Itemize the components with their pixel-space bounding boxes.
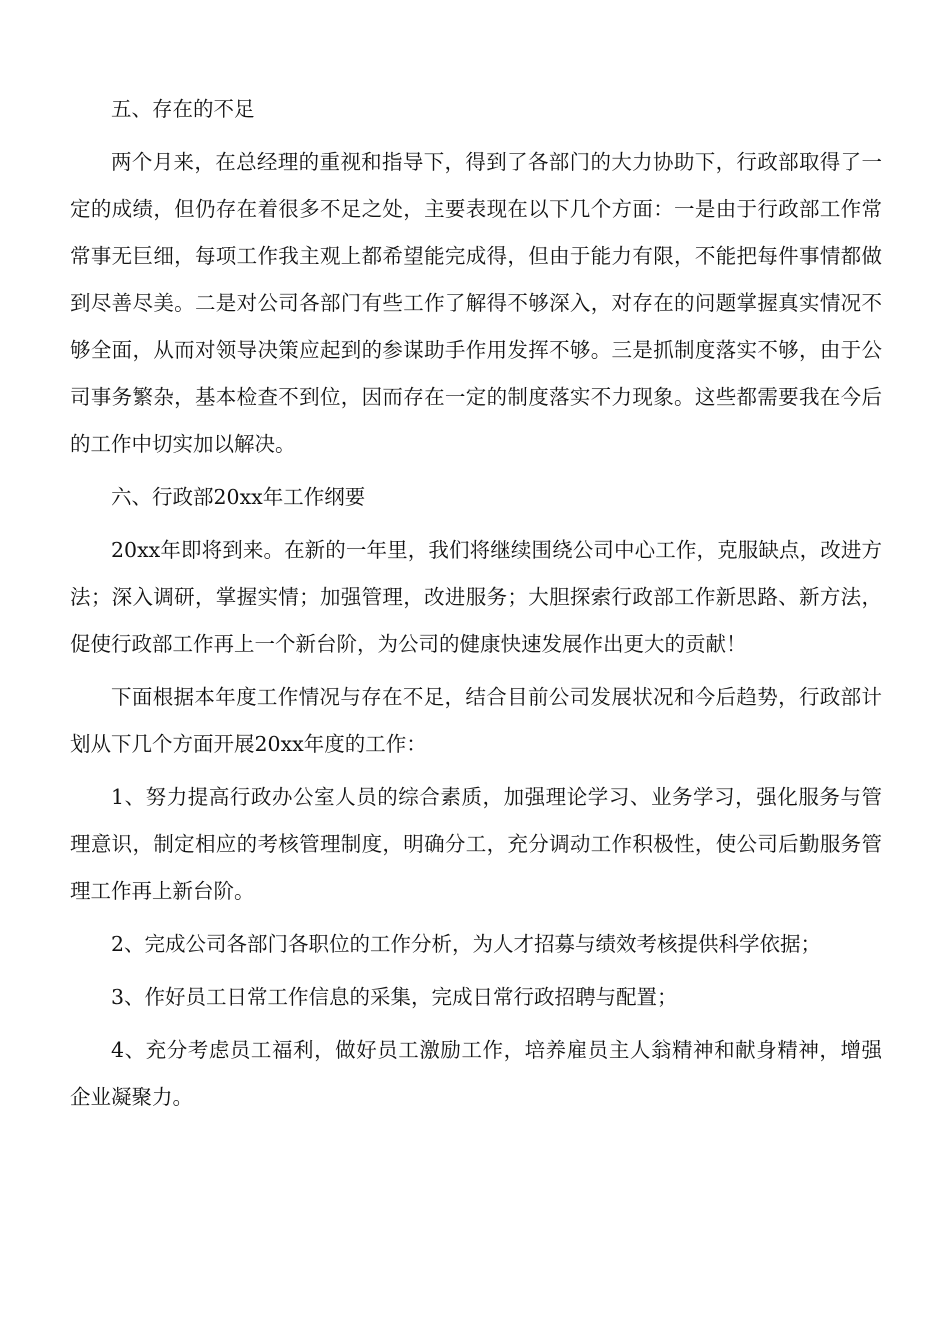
paragraph-plan-overview: 下面根据本年度工作情况与存在不足，结合目前公司发展状况和今后趋势，行政部计划从下几个方面开展20xx年度的工作：: [70, 685, 882, 756]
plan-item-3: 3、作好员工日常工作信息的采集，完成日常行政招聘与配置；: [111, 985, 678, 1009]
document-body: [70, 86, 882, 1121]
plan-item-1: 1、努力提高行政办公室人员的综合素质，加强理论学习、业务学习，强化服务与管理意识，制定相应的考核管理制度，明确分工，充分调动工作积极性，使公司后勤服务管理工作再上新台阶。: [70, 785, 882, 903]
paragraph-shortcomings: 两个月来，在总经理的重视和指导下，得到了各部门的大力协助下，行政部取得了一定的成绩，但仍存在着很多不足之处，主要表现在以下几个方面：一是由于行政部工作常常事无巨细，每项工作我主观上都希望能完成得，但由于能力有限，不能把每件事情都做到尽善尽美。二是对公司各部门有些工作了解得不够深入，对存在的问题掌握真实情况不够全面，从而对领导决策应起到的参谋助手作用发挥不够。三是抓制度落实不够，由于公司事务繁杂，基本检查不到位，因而存在一定的制度落实不力现象。这些都需要我在今后的工作中切实加以解决。: [70, 150, 882, 456]
plan-item-4: 4、充分考虑员工福利，做好员工激励工作，培养雇员主人翁精神和献身精神，增强企业凝聚力。: [70, 1038, 882, 1109]
paragraph-work-plan-intro: 20xx年即将到来。在新的一年里，我们将继续围绕公司中心工作，克服缺点，改进方法；深入调研，掌握实情；加强管理，改进服务；大胆探索行政部工作新思路、新方法，促使行政部工作再上一个新台阶，为公司的健康快速发展作出更大的贡献！: [70, 538, 882, 656]
section-heading-work-plan: 六、行政部20xx年工作纲要: [111, 485, 366, 509]
section-heading-shortcomings: 五、存在的不足: [111, 97, 255, 121]
plan-item-2: 2、完成公司各部门各职位的工作分析，为人才招募与绩效考核提供科学依据；: [111, 932, 822, 956]
